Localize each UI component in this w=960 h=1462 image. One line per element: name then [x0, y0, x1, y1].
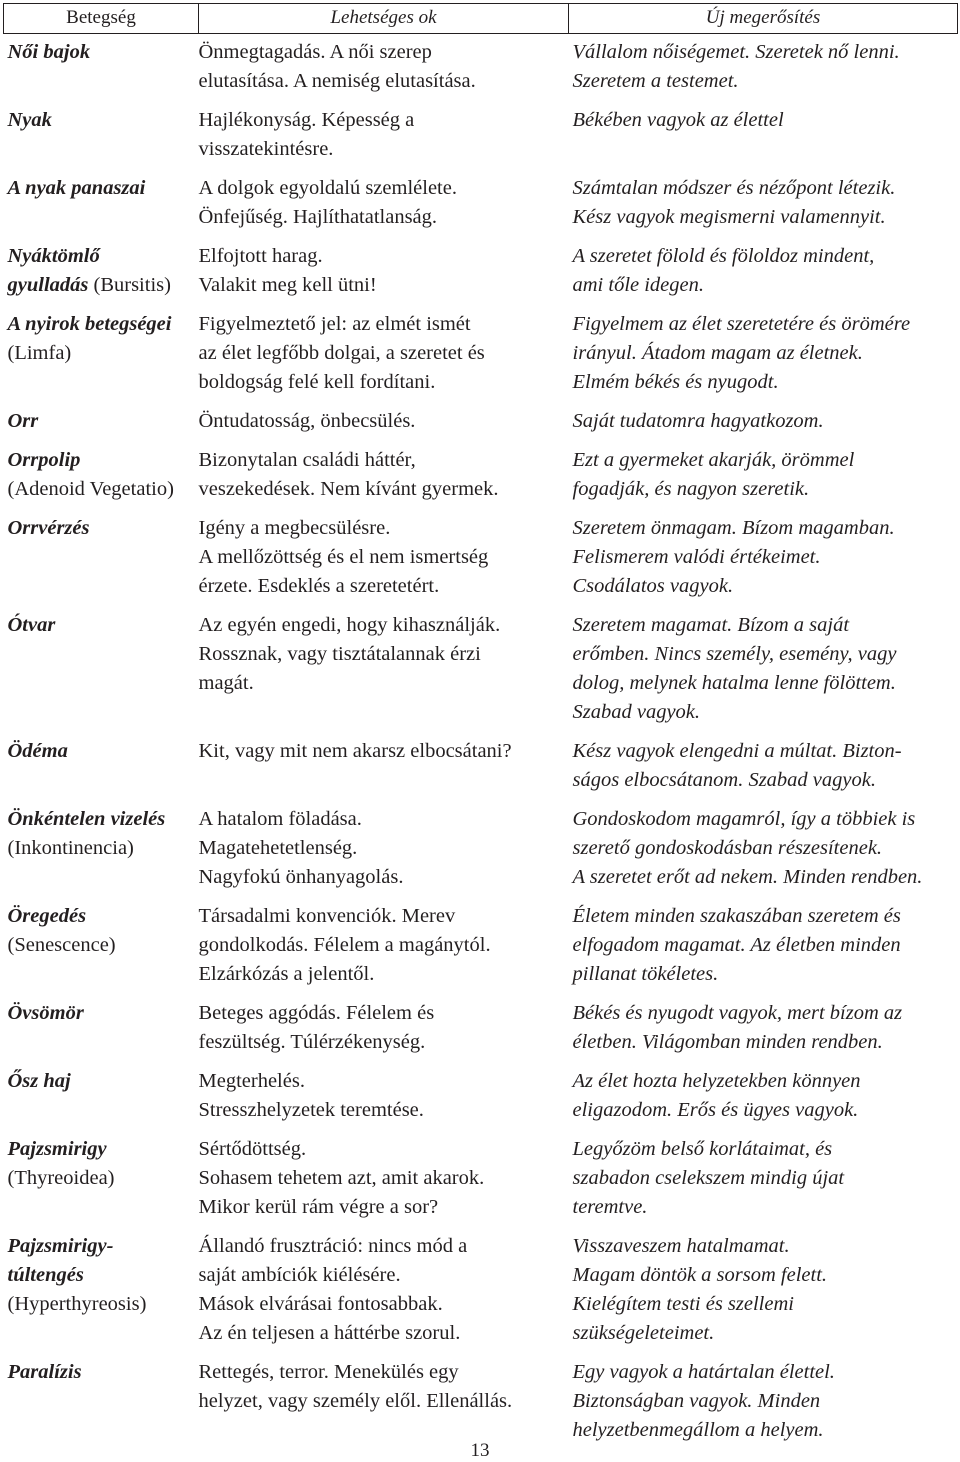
table-row — [4, 1061, 958, 1129]
disease-latin-name: (Bursitis) — [93, 274, 171, 296]
cause-line: Társadalmi konvenciók. Merev — [198, 905, 456, 927]
disease-cell — [4, 508, 199, 605]
table-row — [4, 34, 958, 101]
table-header-row — [4, 4, 958, 34]
affirmation-line: Biztonságban vagyok. Minden — [572, 1390, 821, 1412]
cause-cell — [199, 1226, 569, 1352]
disease-name: Pajzsmirigy- — [7, 1235, 114, 1257]
disease-name: Öregedés — [7, 905, 87, 927]
cause-line: magát. — [198, 672, 254, 694]
cause-line: A dolgok egyoldalú szemlélete. — [198, 177, 457, 199]
affirmation-line: Életem minden szakaszában szeretem és — [572, 905, 901, 927]
affirmation-line: dolog, melynek hatalma lenne fölöttem. — [572, 672, 896, 694]
disease-name: gyulladás — [7, 274, 89, 296]
affirmation-line: Békés és nyugodt vagyok, mert bízom az — [572, 1002, 903, 1024]
affirmation-cell — [569, 236, 958, 304]
cause-line: Kit, vagy mit nem akarsz elbocsátani? — [198, 740, 512, 762]
table-body — [4, 34, 958, 1450]
affirmation-line: ságos elbocsátanom. Szabad vagyok. — [572, 769, 876, 791]
cause-line: Bizonytalan családi háttér, — [198, 449, 416, 471]
affirmation-line: teremtve. — [572, 1196, 648, 1218]
affirmation-cell — [569, 1129, 958, 1226]
cause-cell — [199, 1129, 569, 1226]
table-row — [4, 993, 958, 1061]
cause-cell — [199, 100, 569, 168]
cause-cell — [199, 993, 569, 1061]
affirmation-cell — [569, 993, 958, 1061]
cause-cell — [199, 236, 569, 304]
disease-name: Orrvérzés — [7, 517, 90, 539]
affirmation-line: Magam döntök a sorsom felett. — [572, 1264, 828, 1286]
cause-cell — [199, 508, 569, 605]
affirmation-line: Az élet hozta helyzetekben könnyen — [572, 1070, 861, 1092]
cause-line: elutasítása. A nemiség elutasítása. — [198, 70, 476, 92]
disease-cell — [4, 605, 199, 731]
table-row — [4, 440, 958, 508]
disease-name: Övsömör — [7, 1002, 84, 1024]
disease-name: A nyirok betegségei — [7, 313, 172, 335]
affirmation-line: Kész vagyok elengedni a múltat. Bizton- — [572, 740, 902, 762]
disease-cell — [4, 1129, 199, 1226]
cause-line: Önmegtagadás. A női szerep — [198, 41, 432, 63]
cause-cell — [199, 34, 569, 101]
table-row — [4, 799, 958, 896]
table-row — [4, 236, 958, 304]
disease-cell — [4, 440, 199, 508]
affirmation-cell — [569, 401, 958, 440]
cause-line: Hajlékonyság. Képesség a — [198, 109, 415, 131]
affirmation-line: Gondoskodom magamról, így a többiek is — [572, 808, 916, 830]
cause-line: Sohasem tehetem azt, amit akarok. — [198, 1167, 485, 1189]
affirmation-line: életben. Világomban minden rendben. — [572, 1031, 883, 1053]
cause-line: Igény a megbecsülésre. — [198, 517, 391, 539]
affirmation-line: Vállalom nőiségemet. Szeretek nő lenni. — [572, 41, 900, 63]
disease-name: Orrpolip — [7, 449, 81, 471]
cause-line: Elzárkózás a jelentől. — [198, 963, 375, 985]
affirmation-cell — [569, 799, 958, 896]
affirmation-cell — [569, 896, 958, 993]
cause-line: az élet legfőbb dolgai, a szeretet és — [198, 342, 485, 364]
affirmation-cell — [569, 605, 958, 731]
disease-latin-name: (Senescence) — [7, 934, 116, 956]
cause-cell — [199, 1352, 569, 1449]
affirmation-line: eligazodom. Erős és ügyes vagyok. — [572, 1099, 859, 1121]
cause-line: gondolkodás. Félelem a magánytól. — [198, 934, 491, 956]
table-row — [4, 1226, 958, 1352]
cause-line: Mikor kerül rám végre a sor? — [198, 1196, 439, 1218]
cause-line: Megterhelés. — [198, 1070, 305, 1092]
affirmation-line: pillanat tökéletes. — [572, 963, 719, 985]
affirmation-line: ami tőle idegen. — [572, 274, 705, 296]
table-row — [4, 731, 958, 799]
disease-name: Nyáktömlő — [7, 245, 100, 267]
cause-cell — [199, 168, 569, 236]
table-row — [4, 1129, 958, 1226]
affirmation-line: Szabad vagyok. — [572, 701, 701, 723]
affirmation-line: szerető gondoskodásban részesítenek. — [572, 837, 883, 859]
cause-line: visszatekintésre. — [198, 138, 334, 160]
affirmation-line: szükségeleteimet. — [572, 1322, 715, 1344]
table-row — [4, 508, 958, 605]
affirmation-line: A szeretet fölold és föloldoz mindent, — [572, 245, 875, 267]
disease-cell — [4, 168, 199, 236]
affirmation-line: Felismerem valódi értékeimet. — [572, 546, 821, 568]
disease-latin-name: (Limfa) — [7, 342, 72, 364]
affirmation-cell — [569, 731, 958, 799]
cause-line: boldogság felé kell fordítani. — [198, 371, 436, 393]
table-row — [4, 304, 958, 401]
table-row — [4, 168, 958, 236]
cause-line: Rettegés, terror. Menekülés egy — [198, 1361, 459, 1383]
table-row — [4, 1352, 958, 1449]
affirmation-cell — [569, 1352, 958, 1449]
cause-cell — [199, 799, 569, 896]
table-row — [4, 896, 958, 993]
affirmation-cell — [569, 304, 958, 401]
disease-latin-name: (Hyperthyreosis) — [7, 1293, 147, 1315]
disease-cell — [4, 100, 199, 168]
cause-line: Nagyfokú önhanyagolás. — [198, 866, 404, 888]
cause-line: Önfejűség. Hajlíthatatlanság. — [198, 206, 438, 228]
cause-line: A hatalom föladása. — [198, 808, 362, 830]
affirmation-line: Csodálatos vagyok. — [572, 575, 734, 597]
disease-name: Nyak — [7, 109, 52, 131]
cause-line: A mellőzöttség és el nem ismertség — [198, 546, 489, 568]
affirmation-line: Legyőzöm belső korlátaimat, és — [572, 1138, 833, 1160]
disease-name: A nyak panaszai — [7, 177, 146, 199]
affirmation-line: Kielégítem testi és szellemi — [572, 1293, 794, 1315]
affirmation-line: Elmém békés és nyugodt. — [572, 371, 779, 393]
disease-cell — [4, 1061, 199, 1129]
affirmation-line: Szeretem a testemet. — [572, 70, 739, 92]
affirmation-line: A szeretet erőt ad nekem. Minden rendben. — [572, 866, 923, 888]
affirmation-cell — [569, 440, 958, 508]
cause-cell — [199, 1061, 569, 1129]
cause-cell — [199, 304, 569, 401]
cause-line: Valakit meg kell ütni! — [198, 274, 377, 296]
disease-cell — [4, 34, 199, 101]
header-affirmation: Új megerősítés — [569, 4, 958, 34]
cause-line: Figyelmeztető jel: az elmét ismét — [198, 313, 471, 335]
table-row — [4, 605, 958, 731]
affirmation-cell — [569, 34, 958, 101]
cause-line: Mások elvárásai fontosabbak. — [198, 1293, 443, 1315]
cause-line: érzete. Esdeklés a szeretetért. — [198, 575, 440, 597]
disease-cell — [4, 1352, 199, 1449]
cause-cell — [199, 896, 569, 993]
disease-cell — [4, 236, 199, 304]
cause-line: Sértődöttség. — [198, 1138, 307, 1160]
affirmation-line: erőmben. Nincs személy, esemény, vagy — [572, 643, 897, 665]
affirmation-line: elfogadom magamat. Az életben minden — [572, 934, 901, 956]
affirmation-line: Figyelmem az élet szeretetére és örömére — [572, 313, 911, 335]
disease-name: Ödéma — [7, 740, 68, 762]
disease-name: Pajzsmirigy — [7, 1138, 107, 1160]
disease-cell — [4, 304, 199, 401]
disease-name: Orr — [7, 410, 39, 432]
affirmation-line: fogadják, és nagyon szeretik. — [572, 478, 810, 500]
affirmation-line: Kész vagyok megismerni valamennyit. — [572, 206, 886, 228]
cause-cell — [199, 401, 569, 440]
cause-line: Rossznak, vagy tisztátalannak érzi — [198, 643, 481, 665]
affirmation-line: Szeretem magamat. Bízom a saját — [572, 614, 850, 636]
disease-name: Paralízis — [7, 1361, 82, 1383]
affirmation-line: Saját tudatomra hagyatkozom. — [572, 410, 824, 432]
table-row — [4, 100, 958, 168]
cause-line: Beteges aggódás. Félelem és — [198, 1002, 435, 1024]
disease-latin-name: (Adenoid Vegetatio) — [7, 478, 174, 500]
cause-line: Magatehetetlenség. — [198, 837, 358, 859]
disease-latin-name: (Inkontinencia) — [7, 837, 134, 859]
disease-name: túltengés — [7, 1264, 84, 1286]
disease-name-line — [8, 271, 199, 300]
disease-name: Önkéntelen vizelés — [7, 808, 166, 830]
affirmation-cell — [569, 100, 958, 168]
affirmation-line: helyzetbenmegállom a helyem. — [572, 1419, 824, 1441]
cause-line: veszekedések. Nem kívánt gyermek. — [198, 478, 499, 500]
affirmation-line: Ezt a gyermeket akarják, örömmel — [572, 449, 855, 471]
cause-line: saját ambíciók kiélésére. — [198, 1264, 401, 1286]
affirmation-cell — [569, 168, 958, 236]
disease-cell — [4, 1226, 199, 1352]
cause-cell — [199, 731, 569, 799]
disease-table — [3, 3, 958, 1449]
disease-cell — [4, 896, 199, 993]
cause-line: helyzet, vagy személy elől. Ellenállás. — [198, 1390, 513, 1412]
cause-cell — [199, 440, 569, 508]
disease-latin-name: (Thyreoidea) — [7, 1167, 115, 1189]
cause-line: feszültség. Túlérzékenység. — [198, 1031, 426, 1053]
page-number: 13 — [470, 1440, 490, 1461]
cause-line: Elfojtott harag. — [198, 245, 323, 267]
cause-line: Öntudatosság, önbecsülés. — [198, 410, 416, 432]
disease-cell — [4, 799, 199, 896]
affirmation-line: Békében vagyok az élettel — [572, 109, 784, 131]
affirmation-cell — [569, 1061, 958, 1129]
affirmation-line: Számtalan módszer és nézőpont létezik. — [572, 177, 896, 199]
cause-line: Stresszhelyzetek teremtése. — [198, 1099, 424, 1121]
header-cause: Lehetséges ok — [199, 4, 569, 34]
disease-name: Ótvar — [7, 614, 56, 636]
cause-cell — [199, 605, 569, 731]
affirmation-line: Egy vagyok a határtalan élettel. — [572, 1361, 835, 1383]
cause-line: Állandó frusztráció: nincs mód a — [198, 1235, 468, 1257]
disease-cell — [4, 731, 199, 799]
affirmation-line: Visszaveszem hatalmamat. — [572, 1235, 790, 1257]
affirmation-line: Szeretem önmagam. Bízom magamban. — [572, 517, 895, 539]
disease-name: Ősz haj — [7, 1070, 71, 1092]
cause-line: Az én teljesen a háttérbe szorul. — [198, 1322, 461, 1344]
disease-cell — [4, 401, 199, 440]
disease-name: Női bajok — [7, 41, 91, 63]
affirmation-cell — [569, 1226, 958, 1352]
disease-cell — [4, 993, 199, 1061]
cause-line: Az egyén engedi, hogy kihasználják. — [198, 614, 501, 636]
table-row — [4, 401, 958, 440]
affirmation-line: irányul. Átadom magam az életnek. — [572, 342, 863, 364]
header-disease: Betegség — [4, 4, 199, 34]
affirmation-cell — [569, 508, 958, 605]
affirmation-line: szabadon cselekszem mindig újat — [572, 1167, 845, 1189]
